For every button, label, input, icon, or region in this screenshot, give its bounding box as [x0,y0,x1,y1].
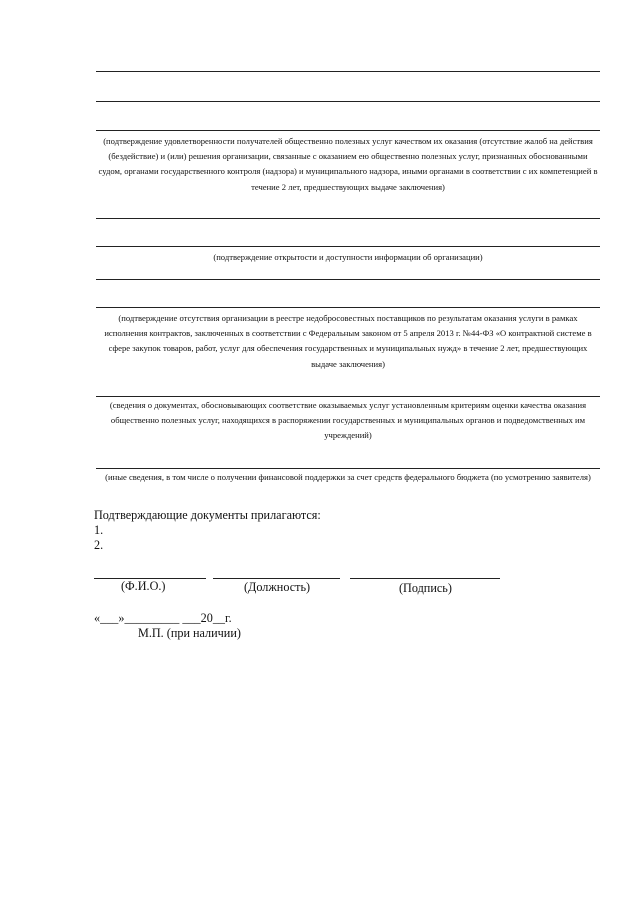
blank-line [96,246,600,247]
blank-line [96,218,600,219]
attachments-heading: Подтверждающие документы прилагаются: [94,508,321,522]
caption-openness: (подтверждение открытости и доступности информации об организации) [213,252,483,262]
stamp-label: М.П. (при наличии) [138,626,241,640]
blank-line [96,468,600,469]
date-line: «___»_________ ___20__г. [94,611,232,625]
blank-line [96,71,600,72]
name-label: (Ф.И.О.) [121,579,166,593]
caption-satisfaction: (подтверждение удовлетворенности получателей общественно полезных услуг качеством их оказания (отсутствие жалоб на действия (бездействие) и (или) решения организации, связанные с оказанием ею общественно полезных услуг, признанных обоснованными судом, органами государственного контроля (надзора) и муниципального надзора, иными органами в соответствии с их компетенцией в течение 2 лет, предшествующих выдаче заключения) [98,136,598,192]
position-label: (Должность) [244,580,311,594]
sign-label: (Подпись) [399,581,452,595]
caption-other: (иные сведения, в том числе о получении финансовой поддержки за счет средств федерального бюджета (по усмотрению заявителя) [105,472,591,482]
blank-line [96,130,600,131]
blank-line [96,396,600,397]
sign-line [350,578,500,579]
caption-criteria: (сведения о документах, обосновывающих соответствие оказываемых услуг установленным критериям оценки качества оказания общественно полезных услуг, находящихся в распоряжении государственных и муниципальных органов и подведомственных им учреждений) [109,400,587,441]
attachment-item-1: 1. [94,523,104,537]
blank-line [96,307,600,308]
blank-line [96,101,600,102]
attachment-item-2: 2. [94,538,104,552]
blank-line [96,279,600,280]
caption-registry: (подтверждение отсутствия организации в реестре недобросовестных поставщиков по результатам оказания услуги в рамках исполнения контрактов, заключенных в соответствии с Федеральным законом от 5 апреля 2013 г. №44-ФЗ «О контрактной системе в сфере закупок товаров, работ, услуг для обеспечения государственных и муниципальных нужд» в течение 2 лет, предшествующих выдаче заключения) [104,313,592,369]
position-line [213,578,340,579]
